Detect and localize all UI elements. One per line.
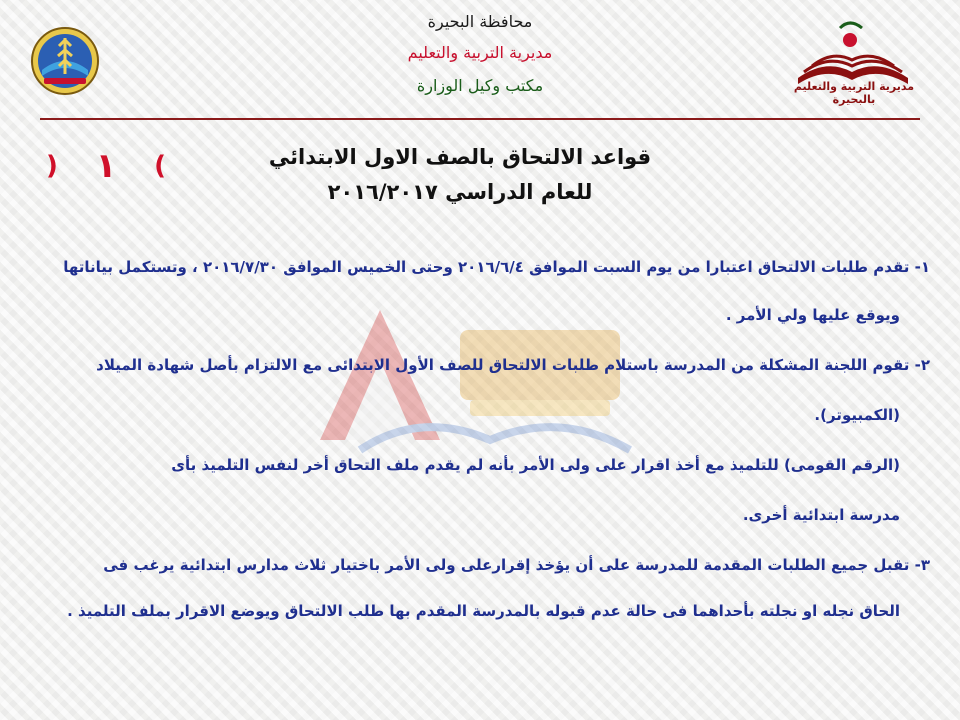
directorate-name: مديرية التربية والتعليم bbox=[407, 43, 553, 62]
item-2-text-1: تقوم اللجنة المشكلة من المدرسة باستلام طلبات الالتحاق للصف الأول الابتدائى مع الالتزام بأصل شهادة الميلاد bbox=[96, 356, 910, 374]
item-1-line-1 bbox=[63, 258, 930, 276]
item-2-number: ٢- bbox=[914, 356, 930, 374]
item-1-number: ١- bbox=[914, 258, 930, 276]
item-2-line-1 bbox=[96, 356, 930, 374]
watermark-logo bbox=[300, 290, 660, 460]
item-3-line-2: الحاق نجله او نجلته بأحداهما فى حالة عدم قبوله بالمدرسة المقدم بها طلب الالتحاق ويوضع الاقرار بملف التلميذ . bbox=[67, 602, 900, 620]
item-3-number: ٣- bbox=[914, 556, 930, 574]
document-subtitle: للعام الدراسي ٢٠١٦/٢٠١٧ bbox=[327, 180, 593, 204]
header-divider bbox=[40, 118, 920, 120]
item-2-line-2: (الكمبيوتر). bbox=[814, 406, 900, 424]
number-open-paren: ) bbox=[46, 151, 58, 181]
page-number: ١ bbox=[95, 146, 117, 186]
item-3-line-1 bbox=[103, 556, 930, 574]
item-3-text-1: تقبل جميع الطلبات المقدمة للمدرسة على أن يؤخذ إقرارعلى ولى الأمر باختيار ثلاث مدارس ابتدائية يرغب فى bbox=[103, 556, 910, 574]
office-name: مكتب وكيل الوزارة bbox=[416, 76, 544, 95]
governorate-emblem-logo bbox=[30, 26, 100, 96]
governorate-name: محافظة البحيرة bbox=[427, 12, 533, 31]
item-2-line-4: مدرسة ابتدائية أخرى. bbox=[742, 506, 900, 524]
item-1-line-2: ويوقع عليها ولي الأمر . bbox=[725, 306, 900, 324]
number-close-paren: ( bbox=[154, 151, 166, 181]
page-number-box bbox=[46, 146, 166, 186]
item-2-line-3: (الرقم القومى) للتلميذ مع أخذ اقرار على ولى الأمر بأنه لم يقدم ملف التحاق أخر لنفس التلميذ بأى bbox=[171, 456, 900, 474]
item-1-text-1: تقدم طلبات الالتحاق اعتبارا من يوم السبت الموافق ٢٠١٦/٦/٤ وحتى الخميس الموافق ٢٠١٦/٧/٣٠ ، وتستكمل بياناتها bbox=[63, 258, 910, 276]
document-title: قواعد الالتحاق بالصف الاول الابتدائي bbox=[268, 145, 652, 169]
directorate-logo-caption: مديرية التربية والتعليم بالبحيرة bbox=[793, 80, 915, 106]
